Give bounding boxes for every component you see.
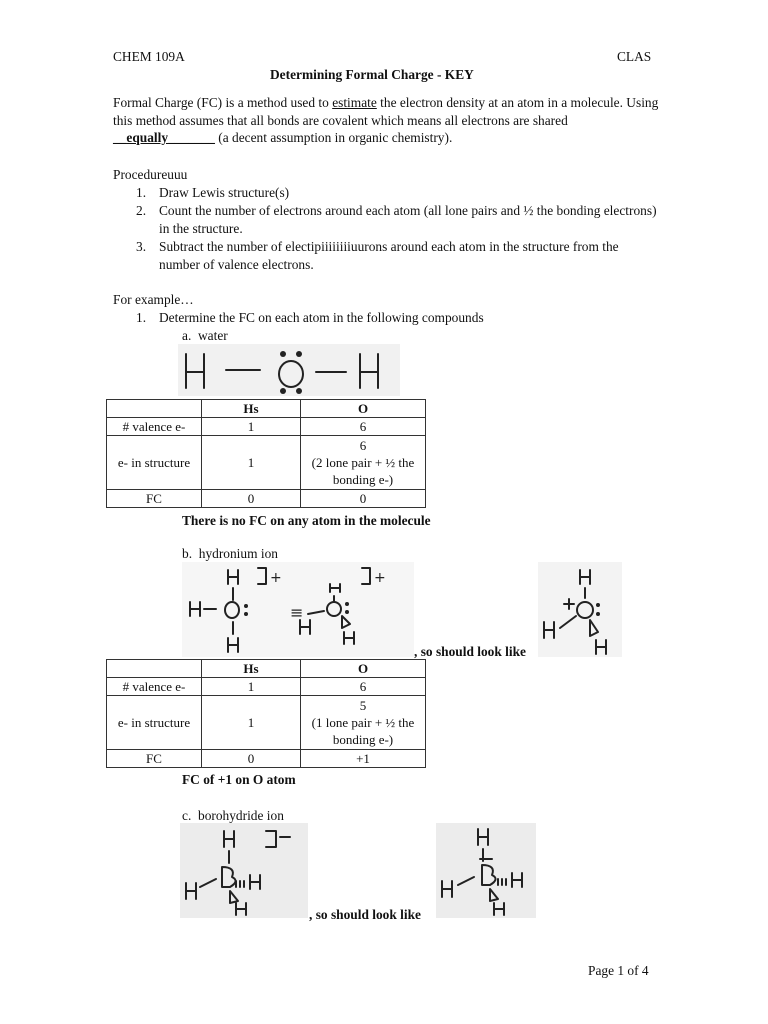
hydronium-row2-o <box>301 696 426 750</box>
borohydride-letter: c. <box>182 808 192 823</box>
step-1-num: 1. <box>136 185 147 200</box>
water-letter: a. <box>182 328 192 343</box>
page-title: Determining Formal Charge - KEY <box>270 67 474 82</box>
hydronium-label <box>182 545 278 563</box>
water-row3-hs: 0 <box>202 490 301 508</box>
water-row3-label: FC <box>107 490 202 508</box>
water-row2-o-value: 6 <box>359 438 367 453</box>
hydronium-header-blank <box>107 660 202 678</box>
step-3-text: Subtract the number of electipiiiiiiiiuurons around each atom in the structure from the number of valence electrons. <box>159 239 619 272</box>
water-row1-hs: 1 <box>202 418 301 436</box>
hydronium-row2-hs: 1 <box>202 696 301 750</box>
hydronium-plus-1: + <box>270 570 282 586</box>
hydronium-row3-hs: 0 <box>202 750 301 768</box>
example-step-num: 1. <box>136 310 147 325</box>
step-2-text: Count the number of electrons around each atom (all lone pairs and ½ the bonding electrons) in the structure. <box>159 203 657 236</box>
hydronium-row2-o-note: (1 lone pair + ½ the bonding e-) <box>311 715 415 747</box>
example-step-text: Determine the FC on each atom in the following compounds <box>159 310 484 325</box>
section-label: CLAS <box>617 49 652 64</box>
hydronium-row3-label: FC <box>107 750 202 768</box>
intro-paragraph <box>113 94 663 147</box>
hydronium-lewis-structure-1 <box>182 562 414 657</box>
example-heading: For example… <box>113 292 194 307</box>
water-row1-label: # valence e- <box>107 418 202 436</box>
borohydride-label <box>182 807 284 825</box>
step-2-num: 2. <box>136 203 147 218</box>
hydronium-row1-label: # valence e- <box>107 678 202 696</box>
blank-pre: __ <box>113 130 127 145</box>
intro-text-2: the electron density at an atom in a molecule. Using this method assumes that all bonds are covalent which means all electrons are shared <box>113 95 659 128</box>
hydronium-row1-hs: 1 <box>202 678 301 696</box>
water-lewis-structure <box>178 344 400 396</box>
hydronium-header-o: O <box>301 660 426 678</box>
water-row2-hs: 1 <box>202 436 301 490</box>
hydronium-letter: b. <box>182 546 193 561</box>
water-row2-o-note: (2 lone pair + ½ the bonding e-) <box>311 455 415 487</box>
equivalent-sign: ≡ <box>290 603 304 622</box>
hydronium-should-look-like: , so should look like <box>414 644 527 659</box>
step-1-text: Draw Lewis structure(s) <box>159 185 290 200</box>
water-header-hs: Hs <box>202 400 301 418</box>
water-name: water <box>198 328 228 343</box>
hydronium-row2-label: e- in structure <box>107 696 202 750</box>
water-row3-o: 0 <box>301 490 426 508</box>
water-header-o: O <box>301 400 426 418</box>
water-row2-label: e- in structure <box>107 436 202 490</box>
hydronium-name: hydronium ion <box>198 546 278 561</box>
intro-text-3: (a decent assumption in organic chemistry). <box>214 130 453 145</box>
water-row2-o <box>301 436 426 490</box>
hydronium-header-hs: Hs <box>202 660 301 678</box>
hydronium-conclusion: FC of +1 on O atom <box>182 772 296 787</box>
water-label <box>182 327 228 345</box>
water-row1-o: 6 <box>301 418 426 436</box>
blank-post: _______ <box>168 130 215 145</box>
hydronium-row3-o: +1 <box>301 750 426 768</box>
procedure-heading: Procedureuuu <box>113 167 188 182</box>
borohydride-name: borohydride ion <box>198 808 284 823</box>
water-conclusion: There is no FC on any atom in the molecule <box>182 513 431 528</box>
borohydride-lewis-structure-2 <box>436 823 536 918</box>
hydronium-plus-2: + <box>374 570 386 586</box>
page-number: Page 1 of 4 <box>588 963 649 978</box>
water-header-blank <box>107 400 202 418</box>
intro-equally: equally <box>126 130 169 145</box>
intro-text-1: Formal Charge (FC) is a method used to <box>113 95 333 110</box>
water-fc-table <box>106 399 426 508</box>
borohydride-lewis-structure-1 <box>180 823 308 918</box>
intro-estimate: estimate <box>332 95 377 110</box>
hydronium-lewis-structure-2 <box>538 562 622 657</box>
borohydride-should-look-like: , so should look like <box>309 907 422 922</box>
hydronium-fc-table <box>106 659 426 768</box>
hydronium-row2-o-value: 5 <box>359 698 367 713</box>
step-3-num: 3. <box>136 239 147 254</box>
hydronium-row1-o: 6 <box>301 678 426 696</box>
course-code: CHEM 109A <box>113 49 185 64</box>
